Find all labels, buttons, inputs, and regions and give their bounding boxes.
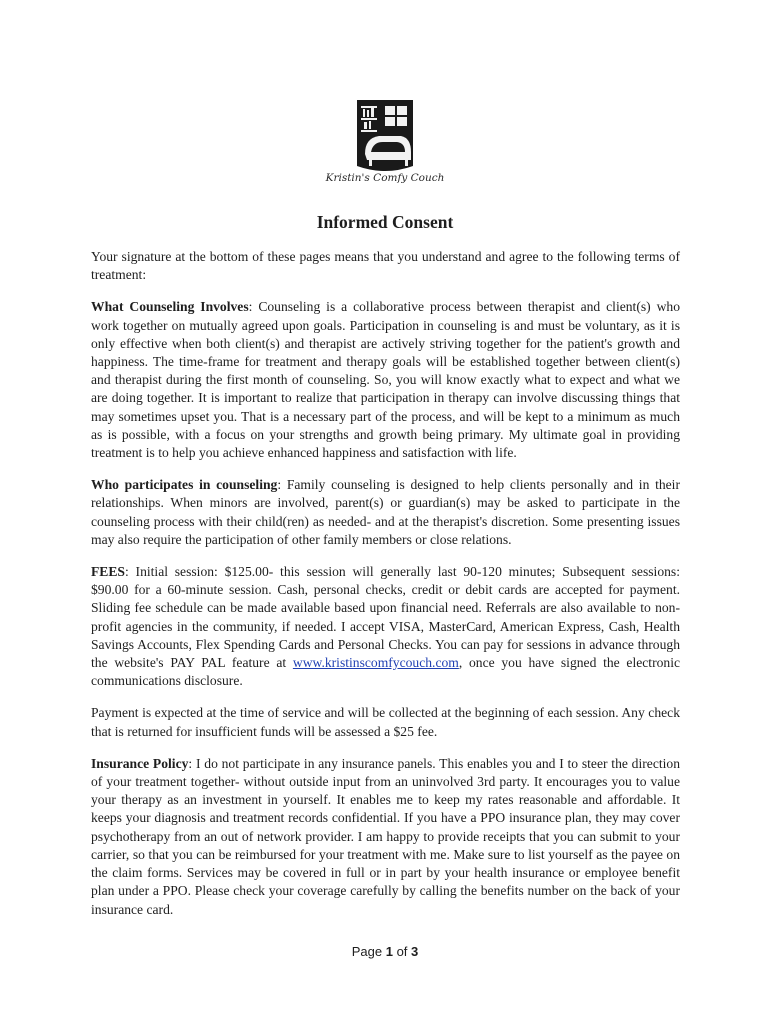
document-title: Informed Consent: [316, 212, 454, 232]
document-body: [91, 248, 680, 933]
section-text-after: , once you have signed the electronic communications disclosure.: [91, 655, 681, 689]
section-participants: [91, 476, 680, 549]
page-total: 3: [411, 944, 419, 959]
of-label: of: [392, 944, 412, 959]
section-fees: [91, 563, 680, 690]
section-heading: Insurance Policy: [91, 755, 189, 771]
section-text: : Counseling is a collaborative process between therapist and client(s) who work together on mutually agreed upon goals. Participation in counseling is and must be voluntary, as it is only effective when both client(s) and therapist are actively striving together for the patient's growth and happiness. The time-frame for treatment and therapy goals will be established together between client(s) and therapist during the first month of counseling. So, you will know exactly what to expect and what we are doing together. It is important to realize that participation in therapy can involve discussing things that may sometimes upset you. That is a necessary part of the process, and will be kept to a minimum as much as is possible, with a focus on your strengths and growth being primary. My ultimate goal in providing treatment is to help you achieve enhanced happiness and satisfaction with life.: [91, 299, 680, 461]
section-heading: Who participates in counseling: [91, 477, 278, 493]
section-payment: [91, 704, 680, 740]
section-text: : I do not participate in any insurance panels. This enables you and I to steer the direction of your treatment together- without outside input from an uninvolved 3rd party. It encourages you to value your therapy as an investment in yourself. It enables me to keep my rates reasonable and affordable. It keeps your diagnosis and treatment records confidential. If you have a PPO insurance plan, they may cover psychotherapy from an out of network provider. I am happy to provide receipts that you can submit to your carrier, so that you can be reimbursed for your treatment with me. Make sure to list yourself as the payee on the claim forms. Services may be covered in full or in part by your health insurance or employee benefit plan under a PPO. Please check your coverage carefully by calling the benefits number on the back of your insurance card.: [91, 755, 680, 917]
page-footer: [0, 944, 770, 959]
intro-paragraph: Your signature at the bottom of these pages means that you understand and agree to the following terms of treatment:: [91, 249, 680, 283]
section-text: : Initial session: $125.00- this session will generally last 90-120 minutes; Subsequent sessions: $90.00 for a 60-minute session. Cash, personal checks, credit or debit cards are accepted for payment. Sliding fee schedule can be made available based upon financial need. Referrals are also available to non-profit agencies in the community, if needed. I accept VISA, MasterCard, American Express, Cash, Health Savings Accounts, Flex Spending Cards and Personal Checks. You can pay for sessions in advance through the website's PAY PAL feature at: [91, 564, 680, 671]
section-heading: FEES: [91, 564, 125, 580]
website-link[interactable]: www.kristinscomfycouch.com: [292, 655, 459, 671]
section-insurance: [91, 755, 680, 919]
logo-caption: Kristin's Comfy Couch: [325, 172, 445, 184]
page-number: 1: [385, 944, 393, 959]
section-heading: What Counseling Involves: [91, 299, 249, 315]
section-text: Payment is expected at the time of service and will be collected at the beginning of each session. Any check that is returned for insufficient funds will be assessed a $25 fee.: [91, 705, 680, 739]
page-label: Page: [351, 944, 386, 959]
section-text: : Family counseling is designed to help clients personally and in their relationships. When minors are involved, parent(s) or guardian(s) may be asked to participate in the counseling process with their child(ren) as needed- and at the therapist's discretion. Some presenting issues may also require the participation of other family members or close relations.: [91, 477, 680, 547]
section-counseling: [91, 298, 680, 462]
